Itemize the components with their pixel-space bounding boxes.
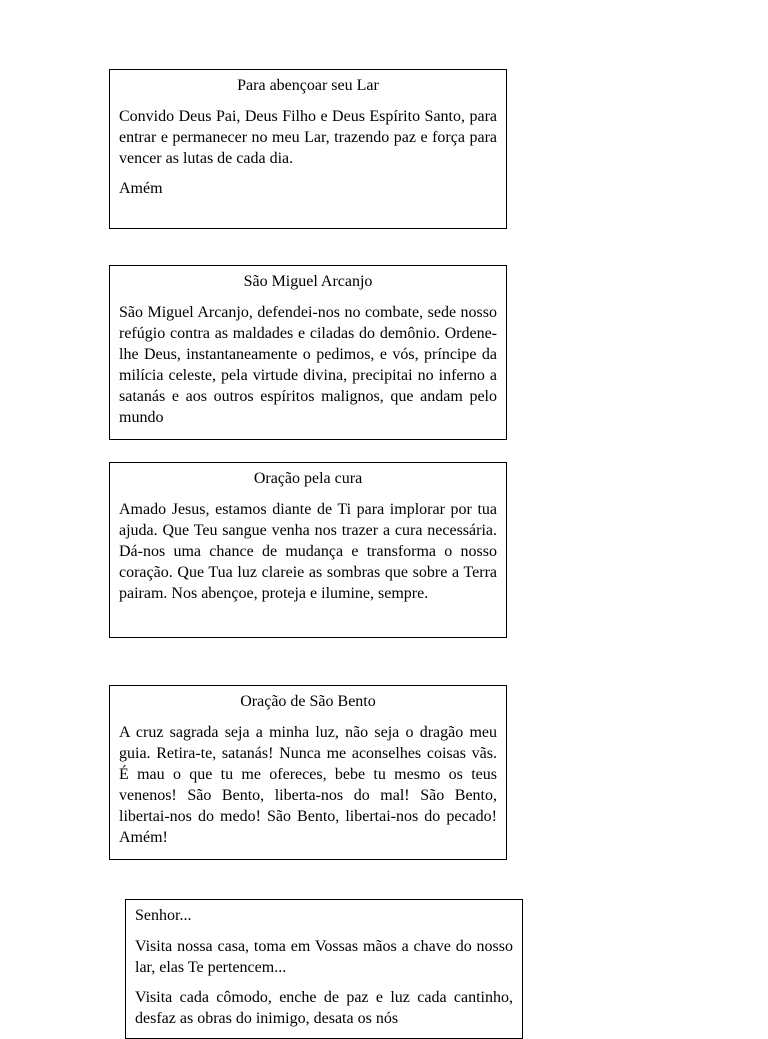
- prayer-title: Oração pela cura: [253, 470, 363, 487]
- prayer-card-cura: [109, 462, 507, 638]
- prayer-card-sao-miguel: [109, 265, 507, 440]
- prayer-paragraph: A cruz sagrada seja a minha luz, não seja o dragão meu guia. Retira-te, satanás! Nunca me aconselhes coisas vãs. É mau o que tu me ofereces, bebe tu mesmo os teus venenos! São Bento, liberta-nos do mal! São Bento, libertai-nos do medo! São Bento, libertai-nos do pecado! Amém!: [119, 724, 497, 846]
- prayer-card-senhor: [125, 899, 523, 1039]
- prayer-card-abencoar-lar: [109, 69, 507, 229]
- prayer-title: Senhor...: [135, 907, 192, 924]
- prayer-title: São Miguel Arcanjo: [243, 273, 373, 290]
- prayer-paragraph: Convido Deus Pai, Deus Filho e Deus Espírito Santo, para entrar e permanecer no meu Lar, trazendo paz e força para vencer as lutas de cada dia.: [119, 108, 497, 167]
- prayer-title: Para abençoar seu Lar: [237, 77, 379, 94]
- prayer-paragraph: Visita cada cômodo, enche de paz e luz cada cantinho, desfaz as obras do inimigo, desata os nós: [135, 989, 513, 1027]
- prayer-paragraph: Amado Jesus, estamos diante de Ti para implorar por tua ajuda. Que Teu sangue venha nos trazer a cura necessária. Dá-nos uma chance de mudança e transforma o nosso coração. Que Tua luz clareie as sombras que sobre a Terra pairam. Nos abençoe, proteja e ilumine, sempre.: [119, 501, 497, 602]
- prayer-card-sao-bento: [109, 685, 507, 860]
- prayer-title: Oração de São Bento: [240, 693, 376, 710]
- prayer-paragraph: Visita nossa casa, toma em Vossas mãos a chave do nosso lar, elas Te pertencem...: [135, 938, 513, 976]
- prayer-paragraph: Amém: [119, 180, 163, 197]
- prayer-paragraph: São Miguel Arcanjo, defendei-nos no combate, sede nosso refúgio contra as maldades e ciladas do demônio. Ordene-lhe Deus, instantaneamente o pedimos, e vós, príncipe da milícia celeste, pela virtude divina, precipitai no inferno a satanás e aos outros espíritos malignos, que andam pelo mundo: [119, 304, 497, 426]
